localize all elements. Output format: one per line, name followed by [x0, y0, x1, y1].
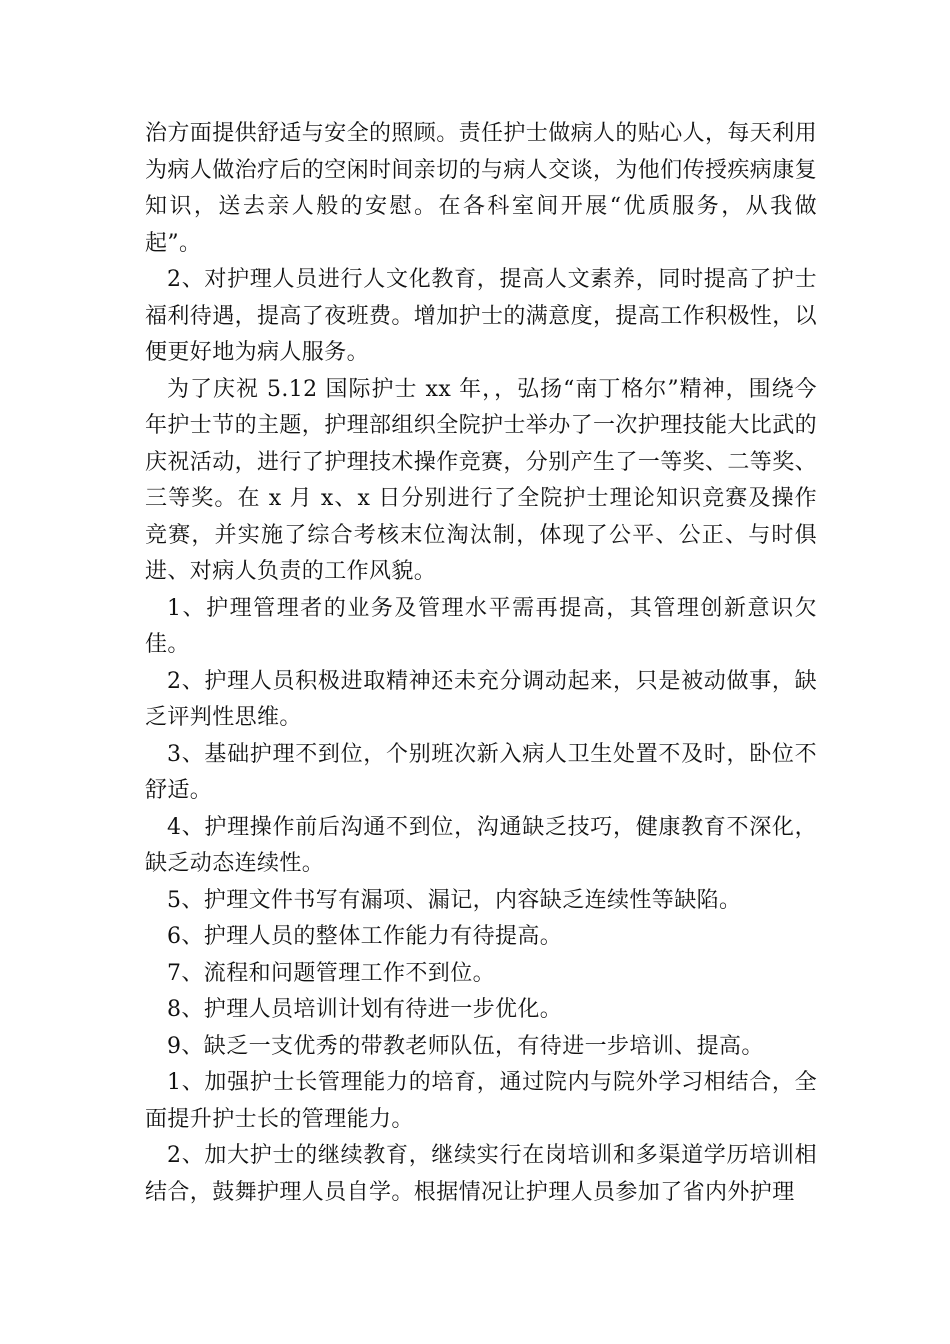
- paragraph-11: 8、护理人员培训计划有待进一步优化。: [167, 997, 563, 1022]
- paragraph-14: 2、加大护士的继续教育，继续实行在岗培训和多渠道学历培训相结合，鼓舞护理人员自学。根据情况让护理人员参加了省内外护理: [145, 1143, 817, 1205]
- paragraph-6: 3、基础护理不到位，个别班次新入病人卫生处置不及时，卧位不舒适。: [145, 741, 817, 803]
- paragraph-1: 治方面提供舒适与安全的照顾。责任护士做病人的贴心人，每天利用为病人做治疗后的空闲时间亲切的与病人交谈，为他们传授疾病康复知识，送去亲人般的安慰。在各科室间开展“优质服务，从我做起”。: [145, 121, 818, 256]
- paragraph-8: 5、护理文件书写有漏项、漏记，内容缺乏连续性等缺陷。: [167, 887, 742, 913]
- paragraph-9: 6、护理人员的整体工作能力有待提高。: [167, 924, 563, 949]
- document-body: [145, 116, 817, 1211]
- paragraph-12: 9、缺乏一支优秀的带教老师队伍，有待进一步培训、提高。: [167, 1033, 764, 1059]
- paragraph-13: 1、加强护士长管理能力的培育，通过院内与院外学习相结合，全面提升护士长的管理能力。: [145, 1070, 817, 1132]
- paragraph-7: 4、护理操作前后沟通不到位，沟通缺乏技巧，健康教育不深化，缺乏动态连续性。: [145, 814, 817, 876]
- paragraph-10: 7、流程和问题管理工作不到位。: [167, 960, 495, 986]
- paragraph-3: 为了庆祝 5.12 国际护士 xx 年，，弘扬“南丁格尔”精神，围绕今年护士节的主题，护理部组织全院护士举办了一次护理技能大比武的庆祝活动，进行了护理技术操作竞赛，分别产生了一等奖、二等奖、三等奖。在 x 月 x、x 日分别进行了全院护士理论知识竞赛及操作竞赛，并实施了综合考核末位淘汰制，体现了公平、公正、与时俱进、对病人负责的工作风貌。: [145, 376, 818, 584]
- paragraph-5: 2、护理人员积极进取精神还未充分调动起来，只是被动做事，缺乏评判性思维。: [145, 668, 817, 730]
- paragraph-2: 2、对护理人员进行人文化教育，提高人文素养，同时提高了护士福利待遇，提高了夜班费。增加护士的满意度，提高工作积极性，以便更好地为病人服务。: [145, 267, 818, 365]
- paragraph-4: 1、护理管理者的业务及管理水平需再提高，其管理创新意识欠佳。: [145, 595, 817, 657]
